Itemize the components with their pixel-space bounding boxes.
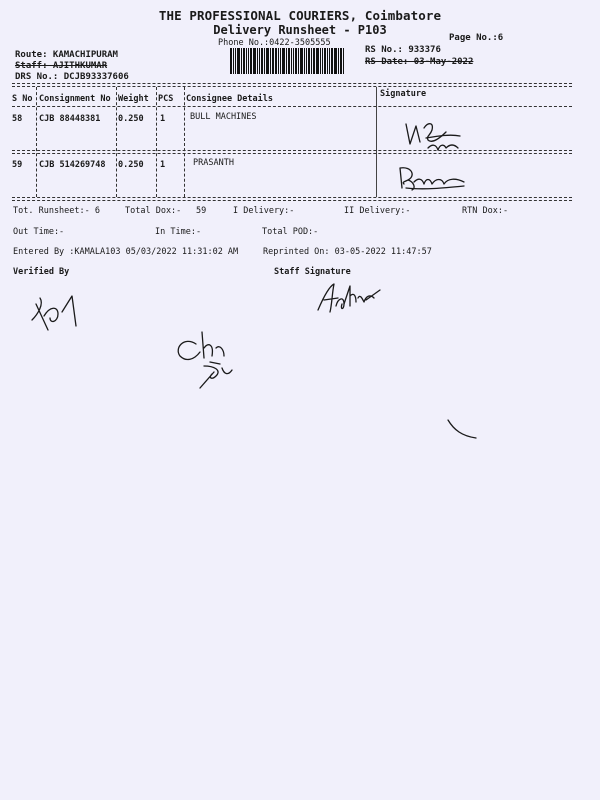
barcode-bar [308, 48, 310, 74]
col-divider [376, 87, 377, 197]
barcode-bar [306, 48, 307, 74]
row-2-signature [394, 160, 474, 196]
barcode-bar [316, 48, 319, 74]
row-divider [12, 150, 572, 151]
barcode-bar [253, 48, 256, 74]
barcode-bar [304, 48, 305, 74]
barcode-bar [288, 48, 290, 74]
barcode-bar [320, 48, 321, 74]
corner-mark [440, 412, 490, 442]
barcode-bar [327, 48, 328, 74]
barcode-bar [250, 48, 252, 74]
table-row-weight: 0.250 [118, 160, 144, 170]
tot-runsheet: Tot. Runsheet:- 6 [13, 206, 100, 216]
barcode-bar [264, 48, 265, 74]
barcode-bar [278, 48, 279, 74]
table-row-consignee: PRASANTH [193, 158, 234, 168]
barcode-bar [340, 48, 342, 74]
table-row-consignment: CJB 88448381 [39, 114, 101, 124]
drs-number: DRS No.: DCJB93337606 [15, 72, 129, 82]
phone-number: Phone No.:0422-3505555 [218, 38, 331, 48]
barcode-bar [295, 48, 297, 74]
col-divider [156, 87, 157, 197]
table-top-rule-2 [12, 86, 572, 87]
i-delivery: I Delivery:- [233, 206, 295, 216]
barcode-bar [248, 48, 249, 74]
barcode-bar [261, 48, 263, 74]
total-dox-value: 59 [196, 206, 207, 216]
barcode-bar [235, 48, 236, 74]
barcode [230, 48, 354, 74]
barcode-bar [275, 48, 277, 74]
table-bottom-rule [12, 197, 572, 198]
scribble-signature [170, 322, 250, 392]
table-bottom-rule-2 [12, 200, 572, 201]
barcode-bar [334, 48, 337, 74]
barcode-bar [270, 48, 271, 74]
col-divider [184, 87, 185, 197]
row-divider-2 [12, 153, 572, 154]
barcode-bar [298, 48, 299, 74]
col-divider [36, 87, 37, 197]
rs-number: RS No.: 933376 [365, 45, 441, 55]
staff-label: Staff: AJITHKUMAR [15, 61, 108, 71]
table-row-consignee: BULL MACHINES [190, 112, 257, 122]
barcode-bar [286, 48, 287, 74]
company-name: THE PROFESSIONAL COURIERS, Coimbatore [158, 8, 442, 23]
staff-signature [314, 276, 394, 318]
rs-date: RS Date: 03-May-2022 [365, 57, 474, 67]
out-time: Out Time:- [13, 227, 65, 237]
table-row-consignment: CJB 514269748 [39, 160, 106, 170]
col-header-weight: Weight [118, 94, 149, 104]
barcode-bar [300, 48, 303, 74]
col-header-consignee: Consignee Details [186, 94, 273, 104]
in-time: In Time:- [155, 227, 202, 237]
table-top-rule [12, 83, 572, 84]
reprinted-on: Reprinted On: 03-05-2022 11:47:57 [263, 247, 432, 257]
barcode-bar [338, 48, 339, 74]
barcode-bar [280, 48, 281, 74]
col-header-pcs: PCS [158, 94, 174, 104]
barcode-bar [272, 48, 274, 74]
staff-signature-label: Staff Signature [274, 267, 351, 277]
barcode-bar [291, 48, 292, 74]
col-header-sno: S No [12, 94, 33, 104]
table-row-pcs: 1 [160, 160, 166, 170]
verified-by-label: Verified By [13, 267, 70, 277]
table-row-sno: 59 [12, 160, 23, 170]
barcode-bar [246, 48, 247, 74]
entered-by: Entered By :KAMALA103 05/03/2022 11:31:02 AM [13, 247, 239, 257]
barcode-bar [266, 48, 269, 74]
runsheet-title: Delivery Runsheet - P103 [213, 23, 387, 37]
barcode-bar [343, 48, 344, 74]
rtn-dox: RTN Dox:- [462, 206, 509, 216]
barcode-bar [322, 48, 323, 74]
barcode-bar [241, 48, 242, 74]
table-row-pcs: 1 [160, 114, 166, 124]
barcode-bar [329, 48, 330, 74]
total-pod: Total POD:- [262, 227, 319, 237]
col-header-consignment: Consignment No [39, 94, 111, 104]
barcode-bar [331, 48, 333, 74]
barcode-bar [259, 48, 260, 74]
barcode-bar [243, 48, 245, 74]
table-row-weight: 0.250 [118, 114, 144, 124]
verifier-signature [28, 284, 98, 338]
total-dox-label: Total Dox:- [125, 206, 182, 216]
ii-delivery: II Delivery:- [344, 206, 411, 216]
page-number: Page No.:6 [449, 33, 504, 43]
route-label: Route: KAMACHIPURAM [15, 50, 118, 60]
header-bottom-rule [12, 106, 572, 107]
barcode-bar [257, 48, 258, 74]
table-row-sno: 58 [12, 114, 23, 124]
barcode-bar [233, 48, 234, 74]
barcode-bar [311, 48, 312, 74]
col-header-signature: Signature [380, 89, 427, 99]
barcode-bar [237, 48, 240, 74]
barcode-bar [282, 48, 285, 74]
barcode-bar [293, 48, 294, 74]
barcode-bar [230, 48, 232, 74]
col-divider [116, 87, 117, 197]
barcode-bar [313, 48, 315, 74]
barcode-bar [324, 48, 326, 74]
row-1-signature [398, 114, 478, 156]
